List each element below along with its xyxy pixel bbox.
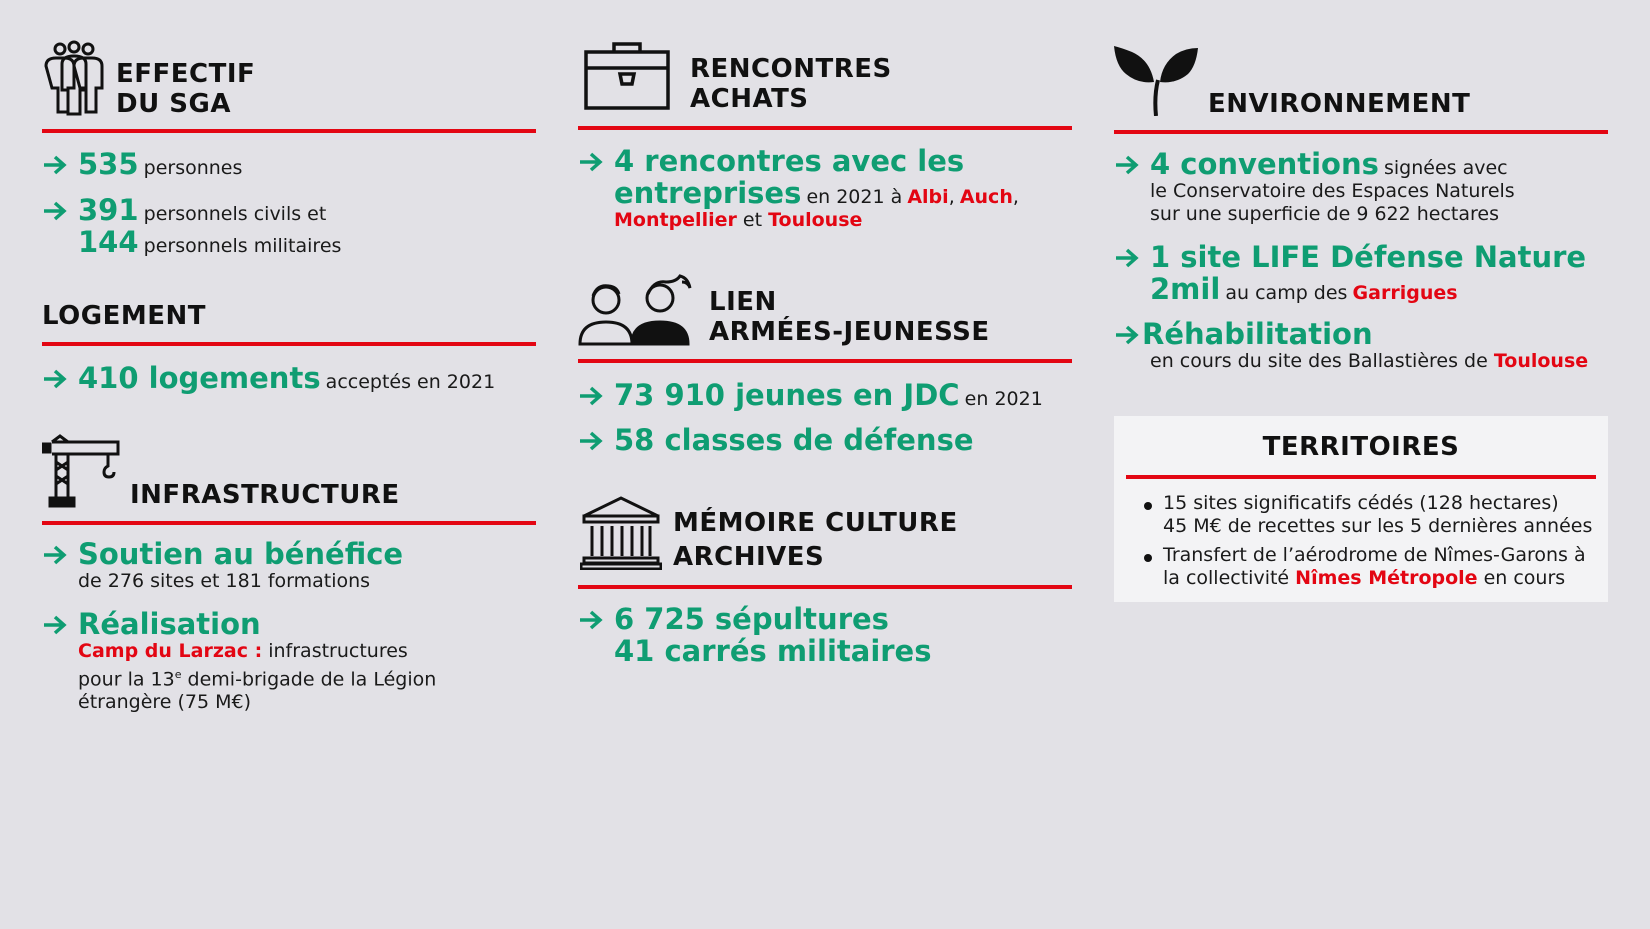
arrow-right-icon <box>1114 154 1140 176</box>
section-title-memoire: MÉMOIRE CULTURE ARCHIVES <box>673 508 958 572</box>
section-rule <box>578 359 1072 363</box>
section-rule <box>1126 475 1596 479</box>
section-title-logement: LOGEMENT <box>42 301 206 331</box>
bullet-dot <box>1144 502 1152 510</box>
briefcase-icon <box>584 42 670 110</box>
people-group-icon <box>42 40 106 116</box>
territoires-bullet-2: Transfert de l’aérodrome de Nîmes-Garons à la collectivité Nîmes Métropole en cours <box>1163 544 1586 589</box>
section-rule <box>42 129 536 133</box>
arrow-right-icon <box>42 614 68 636</box>
museum-building-icon <box>580 496 662 570</box>
arrow-right-icon <box>42 154 68 176</box>
section-rule <box>578 585 1072 589</box>
territoires-bullet-1: 15 sites significatifs cédés (128 hectares) 45 M€ de recettes sur les 5 dernières années <box>1163 492 1593 537</box>
section-title-lien: LIEN ARMÉES-JEUNESSE <box>709 287 990 347</box>
crane-icon <box>42 432 122 508</box>
youth-people-icon <box>578 270 700 346</box>
section-title-environnement: ENVIRONNEMENT <box>1208 89 1471 119</box>
bullet-dot <box>1144 554 1152 562</box>
section-rule <box>1114 130 1608 134</box>
arrow-right-icon <box>578 430 604 452</box>
arrow-right-icon <box>578 385 604 407</box>
arrow-right-icon <box>1114 247 1140 269</box>
section-title-effectif: EFFECTIF DU SGA <box>116 59 256 119</box>
section-title-rencontres: RENCONTRES ACHATS <box>690 54 892 114</box>
section-rule <box>578 126 1072 130</box>
arrow-right-icon <box>42 544 68 566</box>
arrow-right-icon <box>578 151 604 173</box>
section-rule <box>42 342 536 346</box>
section-rule <box>42 521 536 525</box>
section-title-infrastructure: INFRASTRUCTURE <box>130 480 400 510</box>
arrow-right-icon <box>42 200 68 222</box>
section-title-territoires: TERRITOIRES <box>1262 432 1460 462</box>
plant-sprout-icon <box>1114 42 1200 116</box>
arrow-right-icon <box>578 609 604 631</box>
territoires-box <box>1114 416 1608 602</box>
arrow-right-icon <box>1114 324 1140 346</box>
arrow-right-icon <box>42 368 68 390</box>
